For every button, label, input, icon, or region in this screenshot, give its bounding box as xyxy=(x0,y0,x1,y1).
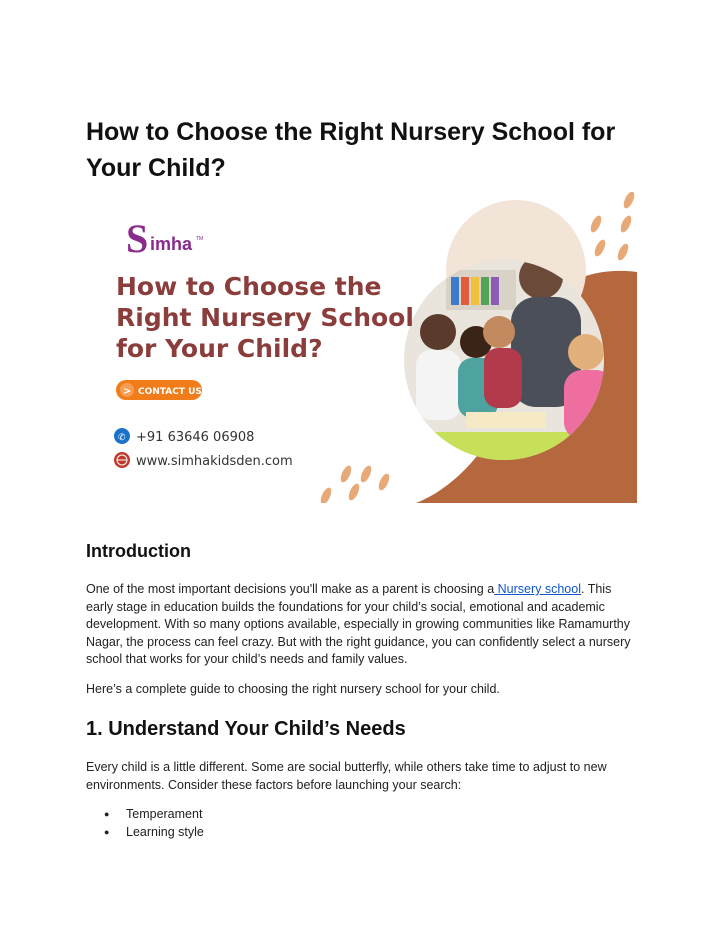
list-item: ● Learning style xyxy=(104,824,204,842)
logo-tm: TM xyxy=(196,236,204,242)
svg-text:>: > xyxy=(123,386,132,397)
intro-paragraph-2: Here’s a complete guide to choosing the right nursery school for your child. xyxy=(86,682,500,696)
intro-paragraph-1-rest: . This early stage in education builds the foundations for your child’s social, emotional and academic development. With so many options available, especially in growing communities like Ramamurthy Nagar, the process can feel crazy. But with the right guidance, you can confidently select a nursery school that works for your child’s needs and family values. xyxy=(86,582,631,666)
banner-heading-line-1: How to Choose the xyxy=(116,272,382,301)
svg-text:✆: ✆ xyxy=(118,433,126,443)
banner-graphic xyxy=(86,192,637,503)
section-1-heading: 1. Understand Your Child’s Needs xyxy=(86,718,406,740)
svg-text:S: S xyxy=(126,216,149,261)
intro-paragraph-1 xyxy=(86,581,638,669)
banner-heading-line-2: Right Nursery School xyxy=(116,303,414,332)
needs-list xyxy=(104,806,204,841)
introduction-heading: Introduction xyxy=(86,541,191,561)
nursery-school-link[interactable]: Nursery school xyxy=(494,582,581,596)
banner-website: www.simhakidsden.com xyxy=(136,454,293,469)
banner-phone: +91 63646 06908 xyxy=(136,430,255,445)
banner-image xyxy=(86,192,637,503)
logo-text: imha xyxy=(150,234,193,254)
page-title: How to Choose the Right Nursery School for Your Child? xyxy=(86,118,616,182)
intro-paragraph-1-start: One of the most important decisions you'll make as a parent is choosing a xyxy=(86,582,495,596)
list-item: ● Temperament xyxy=(104,806,204,824)
contact-us-label: CONTACT US xyxy=(138,387,202,397)
section-1-paragraph: Every child is a little different. Some are social butterfly, while others take time to adjust to new environments. Consider these factors before launching your search: xyxy=(86,760,607,792)
banner-heading-line-3: for Your Child? xyxy=(116,334,323,363)
